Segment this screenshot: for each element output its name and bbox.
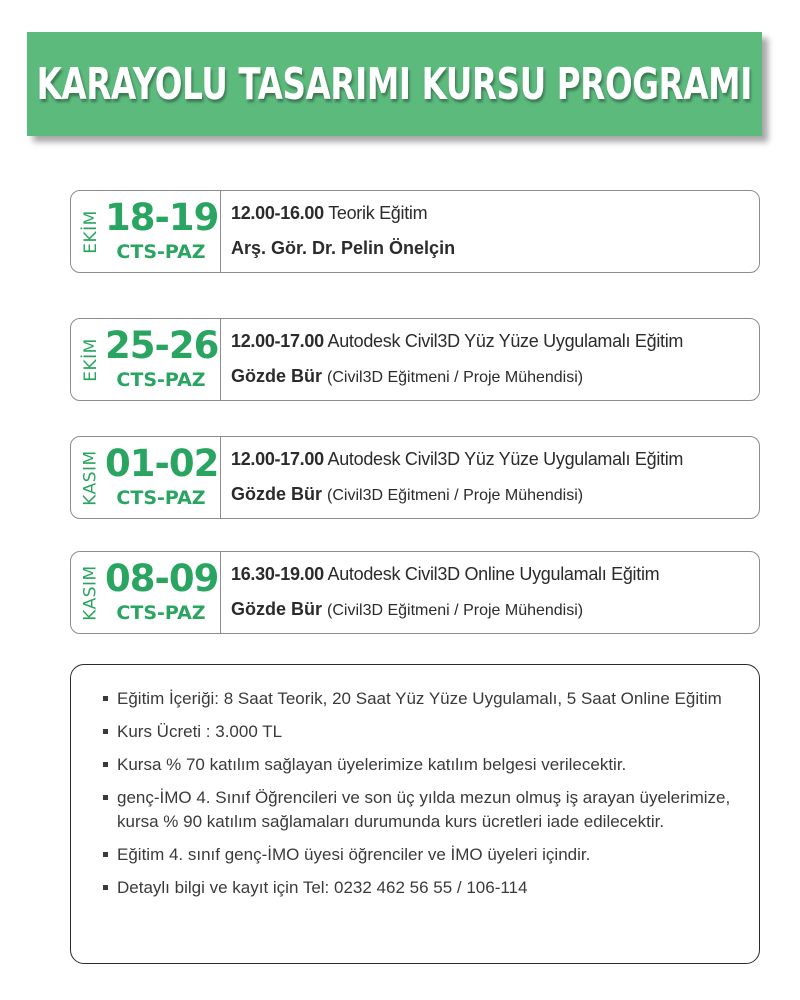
session-weekdays: CTS-PAZ — [116, 487, 206, 509]
session-card — [70, 551, 760, 634]
details-item: Eğitim 4. sınıf genç-İMO üyesi öğrenciler ve İMO üyeleri içindir. — [103, 843, 739, 867]
bullet-icon — [103, 696, 108, 701]
session-info — [231, 329, 753, 390]
session-instructor: Gözde Bür — [231, 599, 323, 619]
session-date — [71, 319, 221, 400]
session-days: 18-19 — [105, 196, 219, 239]
session-info — [231, 447, 753, 508]
session-time: 12.00-17.00 — [231, 449, 324, 469]
session-info — [231, 201, 753, 262]
session-weekdays: CTS-PAZ — [116, 241, 206, 263]
details-item: Kursa % 70 katılım sağlayan üyelerimize katılım belgesi verilecektir. — [103, 753, 739, 777]
bullet-icon — [103, 729, 108, 734]
course-details-box — [70, 664, 760, 964]
session-card — [70, 436, 760, 519]
details-item: Eğitim İçeriği: 8 Saat Teorik, 20 Saat Yüz Yüze Uygulamalı, 5 Saat Online Eğitim — [103, 687, 739, 711]
session-days: 01-02 — [105, 442, 219, 485]
session-date — [71, 552, 221, 633]
session-month: KASIM — [81, 449, 102, 506]
session-month: EKİM — [81, 337, 102, 382]
details-item: Kurs Ücreti : 3.000 TL — [103, 720, 739, 744]
session-month: EKİM — [81, 209, 102, 254]
session-instructor-role: (Civil3D Eğitmeni / Proje Mühendisi) — [327, 487, 584, 504]
session-weekdays: CTS-PAZ — [116, 369, 206, 391]
session-instructor: Arş. Gör. Dr. Pelin Önelçin — [231, 238, 456, 258]
session-date — [71, 191, 221, 272]
session-instructor-role: (Civil3D Eğitmeni / Proje Mühendisi) — [327, 369, 584, 386]
session-instructor-role: (Civil3D Eğitmeni / Proje Mühendisi) — [327, 602, 584, 619]
details-item: genç-İMO 4. Sınıf Öğrencileri ve son üç yılda mezun olmuş iş arayan üyelerimize, kursa % 90 katılım sağlamaları durumunda kurs ücretleri iade edilecektir. — [103, 786, 739, 834]
session-days: 08-09 — [105, 557, 219, 600]
details-item: Detaylı bilgi ve kayıt için Tel: 0232 462 56 55 / 106-114 — [103, 876, 739, 900]
session-time: 16.30-19.00 — [231, 564, 324, 584]
session-card — [70, 190, 760, 273]
details-list — [103, 687, 739, 900]
session-topic: Autodesk Civil3D Yüz Yüze Uygulamalı Eğitim — [327, 449, 684, 469]
session-instructor: Gözde Bür — [231, 484, 323, 504]
session-card — [70, 318, 760, 401]
session-time: 12.00-17.00 — [231, 331, 324, 351]
session-days: 25-26 — [105, 324, 219, 367]
bullet-icon — [103, 885, 108, 890]
session-weekdays: CTS-PAZ — [116, 602, 206, 624]
session-topic: Autodesk Civil3D Online Uygulamalı Eğitim — [327, 564, 660, 584]
session-info — [231, 562, 753, 623]
bullet-icon — [103, 852, 108, 857]
session-date — [71, 437, 221, 518]
session-instructor: Gözde Bür — [231, 366, 323, 386]
session-month: KASIM — [81, 564, 102, 621]
page-title: KARAYOLU TASARIMI KURSU PROGRAMI — [36, 58, 753, 110]
bullet-icon — [103, 795, 108, 800]
session-topic: Teorik Eğitim — [328, 203, 428, 223]
title-banner — [27, 32, 762, 136]
session-time: 12.00-16.00 — [231, 203, 324, 223]
bullet-icon — [103, 762, 108, 767]
session-topic: Autodesk Civil3D Yüz Yüze Uygulamalı Eğitim — [327, 331, 684, 351]
